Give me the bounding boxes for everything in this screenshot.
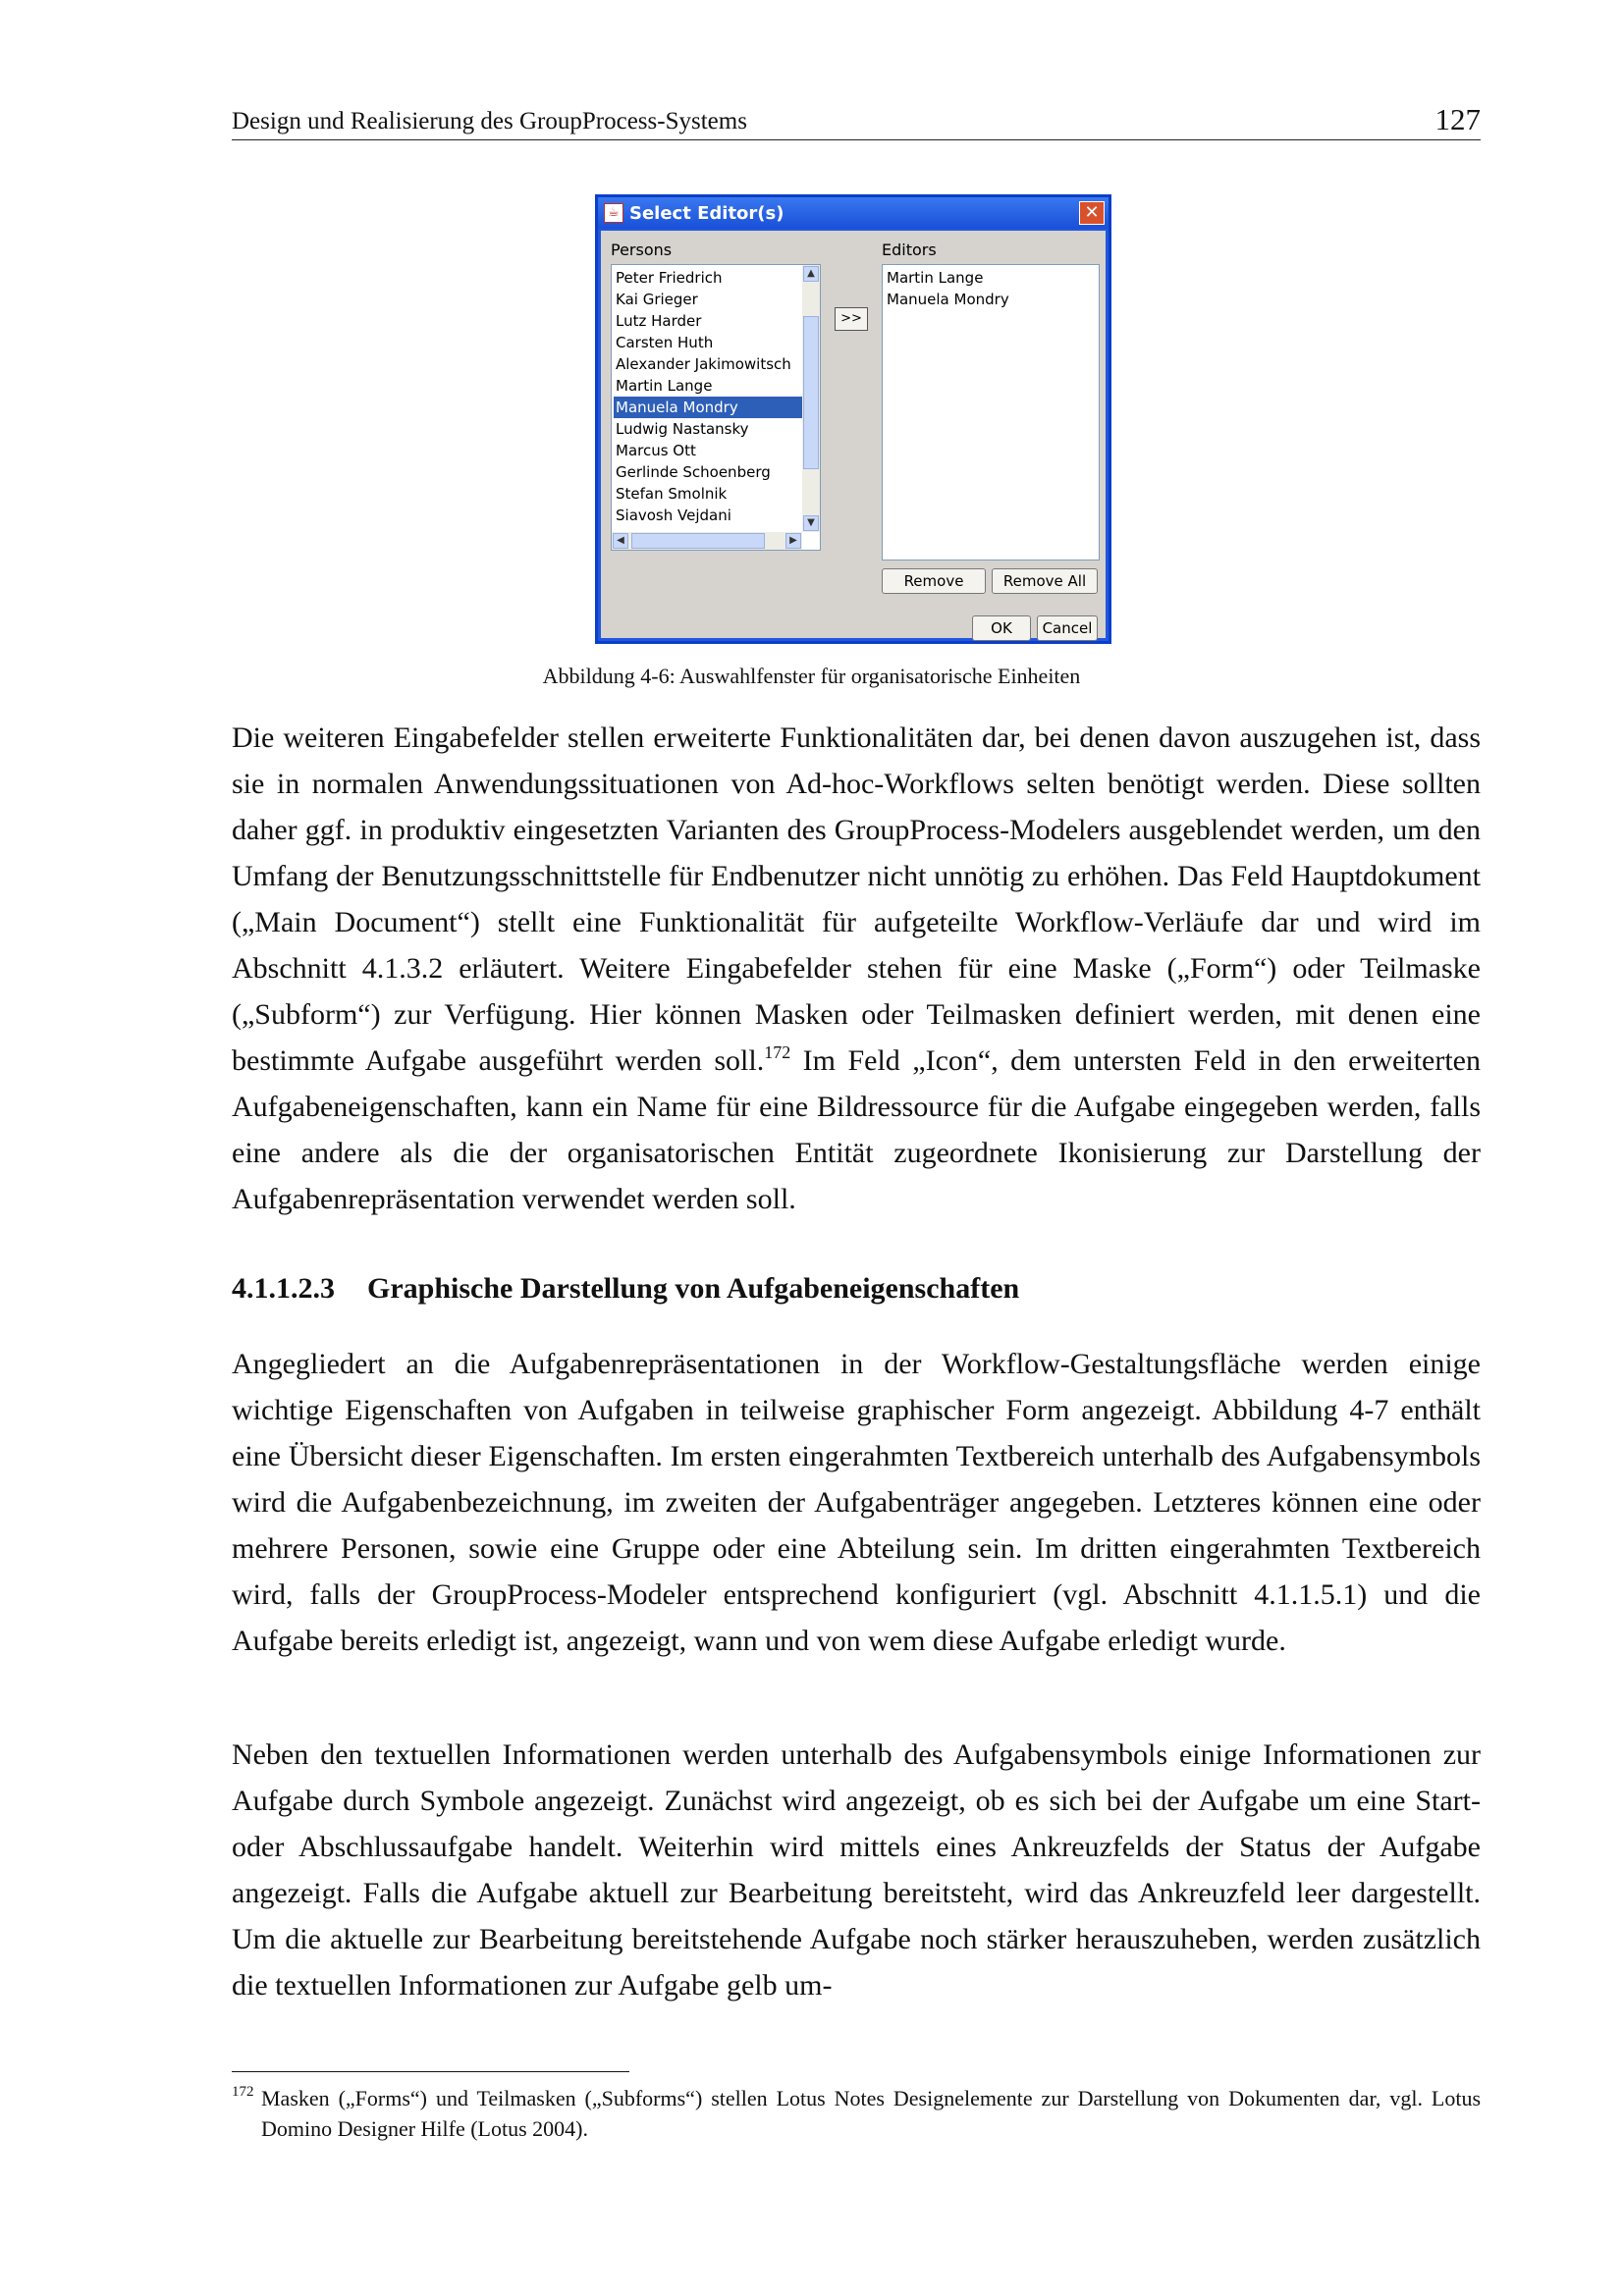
- select-editors-dialog: [595, 194, 1111, 644]
- footnote-number: 172: [232, 2084, 254, 2100]
- running-title: Design und Realisierung des GroupProcess-Systems: [232, 108, 747, 134]
- editors-list[interactable]: [882, 264, 1100, 561]
- person-list-item[interactable]: Gerlinde Schoenberg: [616, 463, 771, 481]
- paragraph-3-text: Neben den textuellen Informationen werden unterhalb des Aufgabensymbols einige Informationen zur Aufgabe durch Symbole angezeigt. Zunächst wird angezeigt, ob es sich bei der Aufgabe um eine Start- oder Abschlussaufgabe handelt. Weiterhin wird mittels eines Ankreuzfelds der Status der Aufgabe angezeigt. Falls die Aufgabe aktuell zur Bearbeitung bereitsteht, wird das Ankreuzfeld leer dargestellt. Um die aktuelle zur Bearbeitung bereitstehende Aufgabe noch stärker herauszuheben, werden zusätzlich die textuellen Informationen zur Aufgabe gelb um-: [232, 1738, 1481, 2002]
- section-number: 4.1.1.2.3: [232, 1272, 335, 1305]
- dialog-content: [601, 231, 1106, 638]
- persons-list[interactable]: [611, 264, 821, 551]
- paragraph-1-text: Die weiteren Eingabefelder stellen erweiterte Funktionalitäten dar, bei denen davon auszugehen ist, dass sie in normalen Anwendungssituationen von Ad-hoc-Workflows selten benötigt werden. Diese sollten daher ggf. in produktiv eingesetzten Varianten des GroupProcess-Modelers ausgeblendet werden, um den Umfang der Benutzungsschnittstelle für Endbenutzer nicht unnötig zu erhöhen. Das Feld Hauptdokument („Main Document“) stellt eine Funktionalität für aufgeteilte Workflow-Verläufe dar und wird im Abschnitt 4.1.3.2 erläutert. Weitere Eingabefelder stehen für eine Maske („Form“) oder Teilmaske („Subform“) zur Verfügung. Hier können Masken oder Teilmasken definiert werden, mit denen eine bestimmte Aufgabe ausgeführt werden soll.: [232, 721, 1481, 1077]
- paragraph-2-text: Angegliedert an die Aufgabenrepräsentationen in der Workflow-Gestaltungsfläche werden einige wichtige Eigenschaften von Aufgaben in teilweise graphischer Form angezeigt. Abbildung 4-7 enthält eine Übersicht dieser Eigenschaften. Im ersten eingerahmten Textbereich unterhalb des Aufgabensymbols wird die Aufgabenbezeichnung, im zweiten der Aufgabenträger angegeben. Letzteres können eine oder mehrere Personen, sowie eine Gruppe oder eine Abteilung sein. Im dritten eingerahmten Textbereich wird, falls der GroupProcess-Modeler entsprechend konfiguriert (vgl. Abschnitt 4.1.1.5.1) und die Aufgabe bereits erledigt ist, angezeigt, wann und von wem diese Aufgabe erledigt wurde.: [232, 1348, 1481, 1657]
- dialog-title: Select Editor(s): [629, 203, 784, 224]
- person-list-item[interactable]: Marcus Ott: [616, 442, 696, 459]
- remove-all-button[interactable]: Remove All: [992, 568, 1098, 594]
- person-list-item[interactable]: Kai Grieger: [616, 291, 698, 308]
- add-editor-button[interactable]: >>: [835, 307, 868, 331]
- section-heading: [232, 1272, 1019, 1306]
- person-list-item[interactable]: Manuela Mondry: [614, 397, 802, 418]
- close-button[interactable]: ✕: [1079, 201, 1105, 225]
- scroll-left-icon[interactable]: ◀: [613, 533, 628, 549]
- horizontal-scroll-thumb[interactable]: [631, 533, 765, 549]
- person-list-item[interactable]: Lutz Harder: [616, 312, 702, 330]
- paragraph-3: [232, 1732, 1481, 2008]
- figure-caption: Abbildung 4-6: Auswahlfenster für organisatorische Einheiten: [542, 664, 1081, 688]
- vertical-scroll-thumb[interactable]: [803, 316, 819, 469]
- paragraph-1: [232, 715, 1481, 1222]
- editors-label: Editors: [882, 240, 937, 259]
- scroll-up-icon[interactable]: ▲: [803, 266, 819, 282]
- paragraph-1-text-continued: Im Feld „Icon“, dem untersten Feld in den erweiterten Aufgabeneigenschaften, kann ein Name für eine Bildressource für die Aufgabe eingegeben werden, falls eine andere als die der organisatorischen Entität zugeordnete Ikonisierung zur Darstellung der Aufgabenrepräsentation verwendet werden soll.: [232, 1044, 1481, 1215]
- ok-button[interactable]: OK: [972, 615, 1031, 641]
- editor-list-item[interactable]: Manuela Mondry: [887, 291, 1009, 308]
- person-list-item[interactable]: Alexander Jakimowitsch: [616, 355, 791, 373]
- section-title: Graphische Darstellung von Aufgabeneigenschaften: [367, 1272, 1020, 1305]
- editor-list-item[interactable]: Martin Lange: [887, 269, 984, 287]
- person-list-item[interactable]: Peter Friedrich: [616, 269, 723, 287]
- footnote-rule: [232, 2071, 629, 2072]
- person-list-item[interactable]: Carsten Huth: [616, 334, 714, 351]
- scroll-down-icon[interactable]: ▼: [803, 515, 819, 531]
- person-list-item[interactable]: Ludwig Nastansky: [616, 420, 749, 438]
- person-list-item[interactable]: Stefan Smolnik: [616, 485, 728, 503]
- footnote: [232, 2083, 1481, 2144]
- page-number: 127: [1434, 102, 1481, 136]
- remove-button[interactable]: Remove: [882, 568, 986, 594]
- footnote-text: Masken („Forms“) und Teilmasken („Subforms“) stellen Lotus Notes Designelemente zur Darstellung von Dokumenten dar, vgl. Lotus Domino Designer Hilfe (Lotus 2004).: [261, 2086, 1481, 2141]
- dialog-titlebar[interactable]: [598, 197, 1109, 229]
- cancel-button[interactable]: Cancel: [1037, 615, 1098, 641]
- persons-vertical-scrollbar[interactable]: [802, 265, 820, 532]
- paragraph-2: [232, 1341, 1481, 1664]
- persons-horizontal-scrollbar[interactable]: [612, 532, 802, 550]
- java-cup-icon: ☕: [604, 203, 623, 223]
- persons-label: Persons: [611, 240, 673, 259]
- page-header: [232, 98, 1481, 140]
- person-list-item[interactable]: Martin Lange: [616, 377, 713, 395]
- footnote-reference: 172: [764, 1042, 791, 1062]
- person-list-item[interactable]: Siavosh Vejdani: [616, 507, 731, 524]
- scroll-right-icon[interactable]: ▶: [785, 533, 801, 549]
